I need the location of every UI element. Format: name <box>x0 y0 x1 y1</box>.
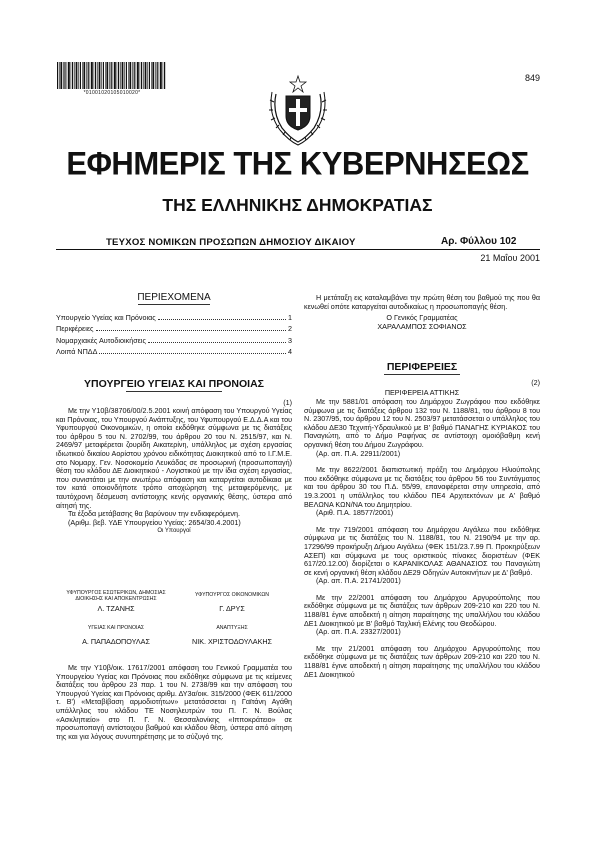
left-column-body <box>56 407 292 536</box>
section-title-rule <box>384 374 460 375</box>
signer-role: ΥΓΕΙΑΣ ΚΑΙ ΠΡΟΝΟΙΑΣ <box>87 625 145 631</box>
decision-text: Με την 8622/2001 διαπιστωτική πράξη του Δημάρχου Ηλιούπολης που εκδόθηκε σύμφωνα με τις διατάξεις του άρθρου 56 του Συντάγματος και του άρθρου 30 του Π.Δ. 55/99, επαναφέρεται στην υπηρεσία, από 19.3.2001 η υπάλληλος του κλάδου ΠΕ4 Αρχιτεκτόνων με Α' βαθμό ΒΕΛΩΝΑ ΚΩΝ/ΝΑ του Δημητρίου. <box>304 465 540 509</box>
page-number: 849 <box>524 73 540 83</box>
budget-reference: (Αριθμ. βεβ. ΥΔΕ Υπουργείου Υγείας: 2654/30.4.2001) <box>68 517 241 527</box>
reference-number: (Αρ. απ. Π.Α. 23327/2001) <box>316 627 401 637</box>
toc-item[interactable]: Λοιπά ΝΠΔΔ 4 <box>56 347 292 356</box>
decision-text: Με την 22/2001 απόφαση του Δημάρχου Αργυρούπολης που εκδόθηκε σύμφωνα με τις διατάξεις των άρθρων 209-210 και 220 του Ν. 1188/81 έγινε αποδεκτή η αίτηση παραίτησης της υπαλλήλου του κλάδου ΔΕ1 Διοικητικού με Β' βαθμό Ταχλική Ελένης του Θεοδώρου. <box>304 592 540 628</box>
signer-name: Γ. ΔΡΥΣ <box>219 604 245 613</box>
reference-number: (Αριθ. Π.Α. 18577/2001) <box>316 508 394 518</box>
issue-date: 21 Μαΐου 2001 <box>480 253 540 263</box>
transfer-decision-text: Με την Υ10β/οικ. 17617/2001 απόφαση του Γενικού Γραμματέα του Υπουργείου Υγείας και Πρόνοιας που εκδόθηκε σύμφωνα με τις κείμενες διατάξεις του άρθρου 23 παρ. 1 του Ν. 2738/99 και την απόφαση του Υπουργού Υγείας και Πρόνοιας αριθμ. ΔΥ3α/οικ. 315/2000 (ΦΕΚ 611/2000 τ. Β') «Μεταβίβαση αρμοδιοτήτων» μετατάσσεται η Γαϊτάνη Αγάθη υπάλληλος του κλάδου ΤΕ Νοσηλευτρών του Π. Γ. Ν. Βούλας «Ασκληπιείο» στο Π. Γ. Ν. Θεσσαλονίκης «Ιπποκράτειο» σε προσωποπαγή αντίστοιχου βαθμού και κλάδου θέση, ύστερα από αίτηση της και για λόγους συνυπηρέτησης με το σύζυγό της. <box>56 663 292 741</box>
decision-number: (2) <box>531 378 540 387</box>
section-title-health-ministry: ΥΠΟΥΡΓΕΙΟ ΥΓΕΙΑΣ ΚΑΙ ΠΡΟΝΟΙΑΣ <box>84 378 264 390</box>
barcode-number: *01001020105010020* <box>83 90 141 96</box>
header-divider <box>56 249 540 250</box>
coat-of-arms-emblem <box>262 72 334 148</box>
toc-item[interactable]: Νομαρχιακές Αυτοδιοικήσεις 3 <box>56 336 292 345</box>
gazette-subtitle: ΤΗΣ ΕΛΛΗΝΙΚΗΣ ΔΗΜΟΚΡΑΤΙΑΣ <box>162 195 433 215</box>
toc-item[interactable]: Περιφέρειες 2 <box>56 324 292 333</box>
signer-role: ΥΦΥΠΟΥΡΓΟΣ ΕΣΩΤΕΡΙΚΩΝ, ΔΗΜΟΣΙΑΣ ΔΙΟΙΚΗΣΗΣ ΚΑΙ ΑΠΟΚΕΝΤΡΩΣΗΣ <box>66 590 166 602</box>
signer-role: Ο Γενικός Γραμματέας <box>386 313 458 323</box>
signer-name: Α. ΠΑΠΑΔΟΠΟΥΛΑΣ <box>82 637 150 646</box>
toc-heading: ΠΕΡΙΕΧΟΜΕΝΑ <box>137 292 211 303</box>
signers-heading: Οι Υπουργοί <box>157 528 191 535</box>
barcode <box>57 62 167 92</box>
reference-number: (Αρ. απ. Π.Α. 22911/2001) <box>316 448 401 458</box>
decision-text: Με την 719/2001 απόφαση του Δημάρχου Αιγάλεω που εκδόθηκε σύμφωνα με τις διατάξεις του Ν. 1188/81, του Ν. 2190/94 με την αρ. 17296/99 προκήρυξη Δήμου Αιγάλεω (ΦΕΚ 151/23.7.99 Π. Προκηρύξεων ΑΣΕΠ) και σύμφωνα με τους οριστικούς πίνακες διοριστέων (ΦΕΚ 617/20.12.00) διορίζεται ο ΚΑΡΑΝΙΚΟΛΑΣ ΑΘΑΝΑΣΙΟΣ του Παναγιώτη σε κενή οργανική θέση κλάδου ΔΕ29 Οδηγών Αυτοκινήτων με Δ' βαθμό. <box>304 524 540 577</box>
signer-role: ΑΝΑΠΤΥΞΗΣ <box>216 625 248 631</box>
decision-text: Με την Υ10β/38706/00/2.5.2001 κοινή απόφαση του Υπουργού Υγείας και Πρόνοιας, του Υπουργού Ανάπτυξης, του Υφυπουργού Ε.Δ.Δ.Α και του Υφυπουργού Οικονομικών, η οποία εκδόθηκε σύμφωνα με τις διατάξεις του άρθρου 5 του Ν. 2702/99, του άρθρου 20 του Ν. 2515/97, και Ν. 2469/97 μεταφέρεται ζουρίδη Αικατερίνη, υπάλληλος με σχέση εργασίας ιδιωτικού δικαίου Αορίστου χρόνου ειδικότητας Διοικητικού από το Ι.Γ.Μ.Ε. στο Νομαρχ. Γεν. Νοσοκομείο Λευκάδας σε προσωρινή (προσωποπαγή) θέση του κλάδου ΔΕ Διοικητικού - Λογιστικού με την ίδια σχέση εργασίας, που συνιστάται με την ανωτέρω απόφαση και καταργείται αυτοδίκαια με τον κατά οποιονδήποτε τρόπο αποχώρηση της μεταφερόμενης, με ταυτόχρονη δέσμευση αντίστοιχης κενής οργανικής θέσης, ύστερα από αίτησή της. <box>56 406 292 510</box>
decision-text: Η μετάταξη εις καταλαμβάνει την πρώτη θέση του βαθμού της που θα κενωθεί οπότε καταργείται αυτοδικαίως η προσωποπαγής θέση. <box>304 293 540 311</box>
sheet-number: Αρ. Φύλλου 102 <box>441 236 517 247</box>
region-subheading: ΠΕΡΙΦΕΡΕΙΑ ΑΤΤΙΚΗΣ <box>384 388 460 397</box>
decision-text: Με την 5881/01 απόφαση του Δημάρχου Ζωγράφου που εκδόθηκε σύμφωνα με τις διατάξεις άρθρου 132 του Ν. 1188/81, του άρθρου 8 του Ν. 2307/95, του άρθρου 12 του Ν. 2503/97 μετατάσσεται ο υπάλληλος του κλάδου ΔΕ30 Τεχνιτή-Υδραυλικού με Β' βαθμό ΠΑΝΑΓΗΣ ΚΥΡΙΑΚΟΣ του Παναγιώτη, από το Δήμο Ραφήνας σε αντίστοιχη ομοιόβαθμη κενή οργανική θέση του Δήμου Ζωγράφου. <box>304 397 540 449</box>
reference-number: (Αρ. απ. Π.Α. 21741/2001) <box>316 576 401 586</box>
right-column-top <box>304 294 540 331</box>
issue-series: ΤΕΥΧΟΣ ΝΟΜΙΚΩΝ ΠΡΟΣΩΠΩΝ ΔΗΜΟΣΙΟΥ ΔΙΚΑΙΟΥ <box>106 237 356 248</box>
decision-text: Τα έξοδα μετάβασης θα βαρύνουν την ενδιαφερόμενη. <box>68 509 240 519</box>
signer-name: ΧΑΡΑΛΑΜΠΟΣ ΣΟΦΙΑΝΟΣ <box>377 321 467 331</box>
section-title-rule <box>126 391 222 392</box>
toc-item[interactable]: Υπουργείο Υγείας και Πρόνοιας 1 <box>56 313 292 322</box>
gazette-title: ΕΦΗΜΕΡΙΣ ΤΗΣ ΚΥΒΕΡΝΗΣΕΩΣ <box>66 145 529 182</box>
toc-heading-rule <box>138 304 210 305</box>
decision-text: Με την 21/2001 απόφαση του Δημάρχου Αργυρούπολης που εκδόθηκε σύμφωνα με τις διατάξεις των άρθρων 209-210 και 220 του Ν. 1188/81 έγινε αποδεκτή η αίτηση παραίτησης της υπαλλήλου του κλάδου ΔΕ1 Διοικητικού <box>304 643 540 679</box>
right-column-body <box>304 398 540 679</box>
decision-number: (1) <box>283 398 292 407</box>
left-column-body-2 <box>56 664 292 741</box>
signer-name: Λ. ΤΖΑΝΗΣ <box>97 604 135 613</box>
signer-name: ΝΙΚ. ΧΡΙΣΤΟΔΟΥΛΑΚΗΣ <box>192 637 272 646</box>
section-title-regions: ΠΕΡΙΦΕΡΕΙΕΣ <box>386 361 458 373</box>
signer-role: ΥΦΥΠΟΥΡΓΟΣ ΟΙΚΟΝΟΜΙΚΩΝ <box>194 592 270 598</box>
